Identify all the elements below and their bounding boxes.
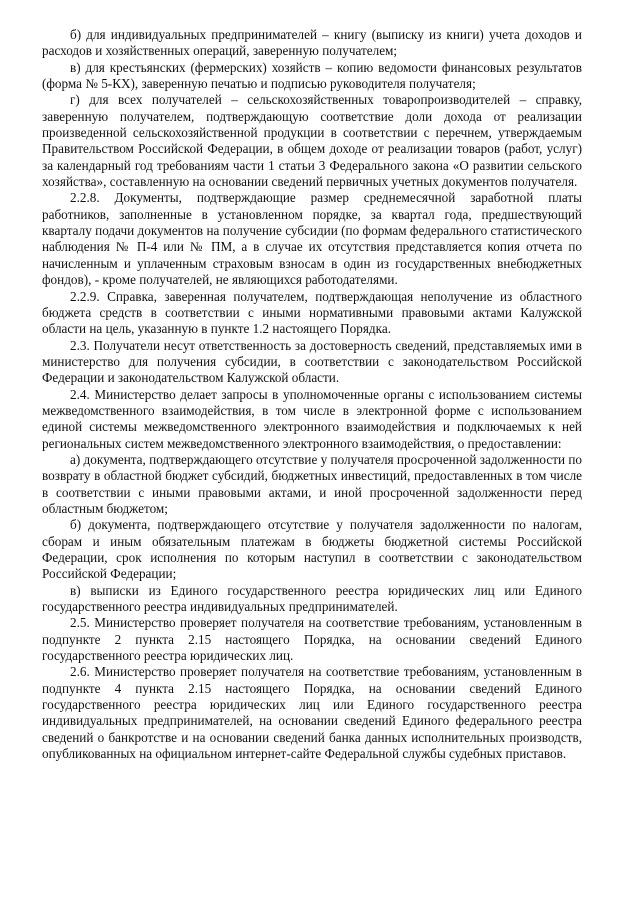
document-page [42,27,582,762]
paragraph-2-6: 2.6. Министерство проверяет получателя на соответствие требованиям, установленным в подпункте 4 пункта 2.15 настоящего Порядка, на основании сведений Единого государственного реестра юридических лиц или Единого государственного реестра индивидуальных предпринимателей, на основании сведений Единого федерального реестра сведений о банкротстве и на основании сведений банка данных исполнительных производств, опубликованных на официальном интернет-сайте Федеральной службы судебных приставов. [42,664,582,762]
paragraph-2-3: 2.3. Получатели несут ответственность за достоверность сведений, представляемых ими в министерство для получения субсидии, в соответствии с законодательством Российской Федерации и законодательством Калужской области. [42,337,582,386]
paragraph-g-all-recipients: г) для всех получателей – сельскохозяйственных товаропроизводителей – справку, заверенную получателем, подтверждающую соответствие доли дохода от реализации произведенной сельскохозяйственной продукции в соответствии с перечнем, утверждаемым Правительством Российской Федерации, в общем доходе от реализации товаров (работ, услуг) за календарный год требованиям части 1 статьи 3 Федерального закона «О развитии сельского хозяйства», составленную на основании сведений первичных учетных документов получателя. [42,92,582,190]
paragraph-2-4: 2.4. Министерство делает запросы в уполномоченные органы с использованием системы межведомственного взаимодействия, в том числе в электронной форме с использованием единой системы межведомственного электронного взаимодействия и подключаемых к ней региональных систем межведомственного электронного взаимодействия, о предоставлении: [42,386,582,451]
paragraph-2-2-8: 2.2.8. Документы, подтверждающие размер среднемесячной заработной платы работников, заполненные в установленном порядке, за квартал года, предшествующий кварталу подачи документов на получение субсидии (по формам федерального статистического наблюдения № П-4 или № ПМ, а в случае их отсутствия представляется копия отчета по начисленным и уплаченным страховым взносам в один из государственных внебюджетных фондов), - кроме получателей, не являющихся работодателями. [42,190,582,288]
paragraph-2-4-b: б) документа, подтверждающего отсутствие у получателя задолженности по налогам, сборам и иным обязательным платежам в бюджеты бюджетной системы Российской Федерации, срок исполнения по которым наступил в соответствии с законодательством Российской Федерации; [42,517,582,582]
paragraph-2-4-a: а) документа, подтверждающего отсутствие у получателя просроченной задолженности по возврату в областной бюджет субсидий, бюджетных инвестиций, предоставленных в том числе в соответствии с иными правовыми актами, и иной просроченной задолженности перед областным бюджетом; [42,451,582,516]
paragraph-2-4-v: в) выписки из Единого государственного реестра юридических лиц или Единого государственного реестра индивидуальных предпринимателей. [42,582,582,615]
paragraph-2-5: 2.5. Министерство проверяет получателя на соответствие требованиям, установленным в подпункте 2 пункта 2.15 настоящего Порядка, на основании сведений Единого государственного реестра юридических лиц. [42,615,582,664]
paragraph-b-entrepreneurs: б) для индивидуальных предпринимателей – книгу (выписку из книги) учета доходов и расходов и хозяйственных операций, заверенную получателем; [42,27,582,59]
paragraph-2-2-9: 2.2.9. Справка, заверенная получателем, подтверждающая неполучение из областного бюджета средств в соответствии с иными нормативными правовыми актами Калужской области на цель, указанную в пункте 1.2 настоящего Порядка. [42,288,582,337]
paragraph-v-farms: в) для крестьянских (фермерских) хозяйств – копию ведомости финансовых результатов (форма № 5-КХ), заверенную печатью и подписью руководителя получателя; [42,59,582,92]
